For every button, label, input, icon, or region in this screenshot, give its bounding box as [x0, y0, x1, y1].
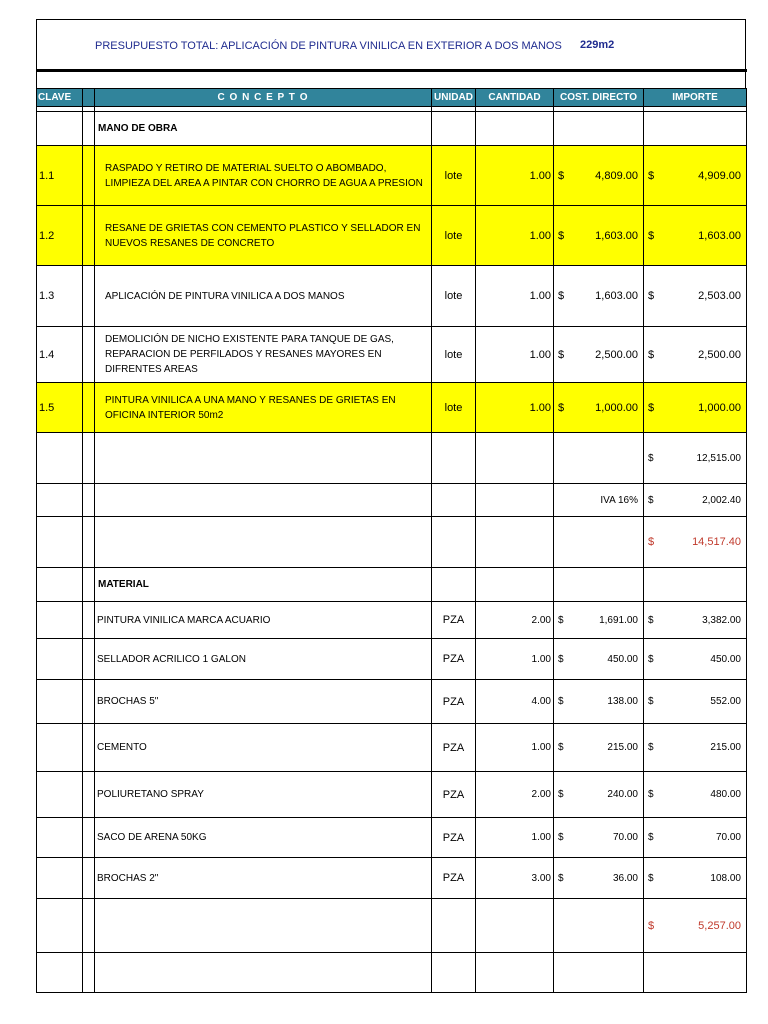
cost-value: 138.00	[607, 696, 638, 707]
currency-sign: $	[648, 169, 655, 182]
amount-cell[interactable]	[644, 818, 747, 858]
clave-cell[interactable]	[37, 724, 83, 772]
iva-row	[37, 484, 747, 517]
subtotal-cell[interactable]	[644, 433, 747, 484]
currency-sign: $	[558, 229, 565, 242]
currency-sign: $	[558, 789, 564, 800]
cost-cell[interactable]	[554, 266, 644, 327]
concept-cell[interactable]: SELLADOR ACRILICO 1 GALON	[95, 639, 432, 680]
cost-cell[interactable]	[554, 383, 644, 433]
unit-cell[interactable]: PZA	[432, 602, 476, 639]
amount-value: 450.00	[710, 653, 741, 665]
currency-sign: $	[648, 832, 654, 843]
section-row	[37, 112, 747, 146]
clave-cell[interactable]: 1.2	[37, 206, 83, 266]
cost-value: 4,809.00	[595, 169, 638, 182]
quantity-cell[interactable]: 1.00	[476, 724, 554, 772]
spacer-cell	[83, 639, 95, 680]
currency-sign: $	[558, 169, 565, 182]
unit-cell[interactable]: lote	[432, 146, 476, 206]
unit-cell[interactable]: PZA	[432, 858, 476, 899]
labor-row	[37, 146, 747, 206]
amount-cell[interactable]	[644, 266, 747, 327]
cost-value: 2,500.00	[595, 348, 638, 361]
concept-cell[interactable]: BROCHAS 5"	[95, 680, 432, 724]
concept-cell[interactable]: RESANE DE GRIETAS CON CEMENTO PLASTICO Y SELLADOR EN NUEVOS RESANES DE CONCRETO	[95, 206, 432, 266]
amount-cell[interactable]	[644, 146, 747, 206]
amount-value: 108.00	[710, 872, 741, 884]
material-total-row	[37, 899, 747, 953]
currency-sign: $	[648, 789, 654, 800]
cost-value: 70.00	[612, 832, 638, 843]
spacer-cell	[83, 383, 95, 433]
currency-sign: $	[648, 401, 655, 414]
concept-cell[interactable]: RASPADO Y RETIRO DE MATERIAL SUELTO O ABOMBADO, LIMPIEZA DEL AREA A PINTAR CON CHORRO DE AGUA A PRESION	[95, 146, 432, 206]
currency-sign: $	[558, 653, 564, 665]
amount-value: 2,500.00	[698, 348, 741, 361]
cost-cell[interactable]	[554, 146, 644, 206]
currency-sign: $	[648, 742, 654, 753]
cost-value: 1,691.00	[599, 614, 638, 626]
concept-cell[interactable]: APLICACIÓN DE PINTURA VINILICA A DOS MANOS	[95, 266, 432, 327]
iva-label: IVA 16%	[554, 484, 644, 517]
unit-cell[interactable]: lote	[432, 327, 476, 383]
cost-value: 1,603.00	[595, 229, 638, 242]
clave-cell[interactable]: 1.3	[37, 266, 83, 327]
labor-row	[37, 266, 747, 327]
budget-title: PRESUPUESTO TOTAL: APLICACIÓN DE PINTURA VINILICA EN EXTERIOR A DOS MANOS	[95, 40, 562, 52]
unit-cell[interactable]: PZA	[432, 724, 476, 772]
amount-value: 3,382.00	[702, 614, 741, 626]
col-importe[interactable]: IMPORTE	[644, 89, 747, 107]
quantity-cell[interactable]: 2.00	[476, 602, 554, 639]
amount-value: 552.00	[710, 696, 741, 707]
spacer-cell	[83, 266, 95, 327]
unit-cell[interactable]: PZA	[432, 680, 476, 724]
material-row	[37, 602, 747, 639]
cost-value: 1,000.00	[595, 401, 638, 414]
cost-cell[interactable]	[554, 680, 644, 724]
amount-cell[interactable]	[644, 602, 747, 639]
col-unidad[interactable]: UNIDAD	[432, 89, 476, 107]
concept-cell[interactable]: DEMOLICIÓN DE NICHO EXISTENTE PARA TANQUE DE GAS, REPARACION DE PERFILADOS Y RESANES MAYORES EN DIFRENTES AREAS	[95, 327, 432, 383]
amount-value: 1,000.00	[698, 401, 741, 414]
currency-sign: $	[648, 290, 655, 302]
concept-cell[interactable]: PINTURA VINILICA A UNA MANO Y RESANES DE GRIETAS EN OFICINA INTERIOR 50m2	[95, 383, 432, 433]
labor-row	[37, 327, 747, 383]
currency-sign: $	[558, 872, 564, 884]
amount-value: 70.00	[715, 832, 741, 843]
currency-sign: $	[558, 696, 564, 707]
unit-cell[interactable]: PZA	[432, 772, 476, 818]
concept-cell[interactable]: POLIURETANO SPRAY	[95, 772, 432, 818]
labor-section-title: MANO DE OBRA	[95, 112, 432, 146]
spacer-cell	[83, 858, 95, 899]
amount-cell[interactable]	[644, 639, 747, 680]
title-box	[36, 19, 746, 69]
currency-sign: $	[648, 229, 655, 242]
quantity-cell[interactable]: 1.00	[476, 266, 554, 327]
cost-cell[interactable]	[554, 724, 644, 772]
concept-cell[interactable]: BROCHAS 2"	[95, 858, 432, 899]
spacer-cell	[83, 327, 95, 383]
clave-cell[interactable]	[37, 772, 83, 818]
clave-cell[interactable]: 1.1	[37, 146, 83, 206]
clave-cell[interactable]	[37, 602, 83, 639]
cost-cell[interactable]	[554, 206, 644, 266]
currency-sign: $	[558, 742, 564, 753]
currency-sign: $	[648, 919, 655, 932]
blank-strip	[36, 72, 746, 88]
currency-sign: $	[558, 614, 564, 626]
labor-total-row	[37, 517, 747, 568]
currency-sign: $	[648, 348, 655, 361]
cost-cell[interactable]	[554, 602, 644, 639]
spacer-cell	[83, 206, 95, 266]
clave-cell[interactable]	[37, 639, 83, 680]
quantity-cell[interactable]: 1.00	[476, 383, 554, 433]
labor-rows	[37, 146, 747, 433]
amount-cell[interactable]	[644, 772, 747, 818]
section-row	[37, 568, 747, 602]
unit-cell[interactable]: PZA	[432, 639, 476, 680]
concept-cell[interactable]: PINTURA VINILICA MARCA ACUARIO	[95, 602, 432, 639]
currency-sign: $	[648, 494, 654, 506]
budget-area: 229m2	[580, 39, 615, 51]
spacer-cell	[83, 724, 95, 772]
col-clave[interactable]: CLAVE	[37, 89, 83, 107]
amount-cell[interactable]	[644, 206, 747, 266]
cost-cell[interactable]	[554, 772, 644, 818]
material-row	[37, 818, 747, 858]
currency-sign: $	[558, 832, 564, 843]
currency-sign: $	[648, 872, 654, 884]
cost-value: 215.00	[607, 742, 638, 753]
clave-cell[interactable]	[37, 818, 83, 858]
quantity-cell[interactable]: 1.00	[476, 146, 554, 206]
material-row	[37, 639, 747, 680]
material-total-value: 5,257.00	[698, 919, 741, 932]
spacer-cell	[83, 818, 95, 858]
empty-row	[37, 953, 747, 993]
currency-sign: $	[648, 452, 654, 464]
spacer-cell	[83, 680, 95, 724]
subtotal-value: 12,515.00	[696, 452, 741, 464]
currency-sign: $	[558, 290, 565, 302]
cost-value: 450.00	[607, 653, 638, 665]
spacer-cell	[83, 602, 95, 639]
clave-cell[interactable]: 1.5	[37, 383, 83, 433]
material-row	[37, 772, 747, 818]
currency-sign: $	[558, 401, 565, 414]
unit-cell[interactable]: lote	[432, 266, 476, 327]
cost-cell[interactable]	[554, 858, 644, 899]
currency-sign: $	[558, 348, 565, 361]
unit-cell[interactable]: lote	[432, 206, 476, 266]
unit-cell[interactable]: lote	[432, 383, 476, 433]
amount-cell[interactable]	[644, 858, 747, 899]
material-total-cell[interactable]	[644, 899, 747, 953]
material-rows	[37, 602, 747, 899]
budget-grid	[36, 88, 747, 993]
currency-sign: $	[648, 653, 654, 665]
iva-value: 2,002.40	[702, 494, 741, 506]
amount-value: 480.00	[710, 789, 741, 800]
col-concepto[interactable]: C O N C E P T O	[95, 89, 432, 107]
quantity-cell[interactable]: 2.00	[476, 772, 554, 818]
col-costo[interactable]: COST. DIRECTO	[554, 89, 644, 107]
currency-sign: $	[648, 536, 655, 548]
quantity-cell[interactable]: 3.00	[476, 858, 554, 899]
cost-value: 1,603.00	[595, 290, 638, 302]
amount-value: 2,503.00	[698, 290, 741, 302]
spacer-cell	[83, 772, 95, 818]
col-spacer	[83, 89, 95, 107]
amount-cell[interactable]	[644, 680, 747, 724]
clave-cell[interactable]	[37, 680, 83, 724]
clave-cell[interactable]	[37, 858, 83, 899]
amount-value: 1,603.00	[698, 229, 741, 242]
quantity-cell[interactable]: 4.00	[476, 680, 554, 724]
subtotal-row	[37, 433, 747, 484]
quantity-cell[interactable]: 1.00	[476, 639, 554, 680]
cost-cell[interactable]	[554, 639, 644, 680]
cost-value: 240.00	[607, 789, 638, 800]
cost-value: 36.00	[612, 872, 638, 884]
column-header-row	[37, 89, 747, 107]
quantity-cell[interactable]: 1.00	[476, 206, 554, 266]
iva-cell[interactable]	[644, 484, 747, 517]
concept-cell[interactable]: CEMENTO	[95, 724, 432, 772]
clave-cell[interactable]: 1.4	[37, 327, 83, 383]
material-row	[37, 724, 747, 772]
cost-cell[interactable]	[554, 327, 644, 383]
currency-sign: $	[648, 696, 654, 707]
labor-row	[37, 206, 747, 266]
col-cantidad[interactable]: CANTIDAD	[476, 89, 554, 107]
cost-cell[interactable]	[554, 818, 644, 858]
labor-row	[37, 383, 747, 433]
material-row	[37, 680, 747, 724]
material-row	[37, 858, 747, 899]
amount-cell[interactable]	[644, 724, 747, 772]
labor-total-cell[interactable]	[644, 517, 747, 568]
quantity-cell[interactable]: 1.00	[476, 818, 554, 858]
concept-cell[interactable]: SACO DE ARENA 50KG	[95, 818, 432, 858]
currency-sign: $	[648, 614, 654, 626]
quantity-cell[interactable]: 1.00	[476, 327, 554, 383]
amount-value: 4,909.00	[698, 169, 741, 182]
budget-table	[36, 88, 747, 993]
spacer-cell	[83, 146, 95, 206]
labor-total-value: 14,517.40	[692, 536, 741, 548]
amount-value: 215.00	[710, 742, 741, 753]
amount-cell[interactable]	[644, 327, 747, 383]
amount-cell[interactable]	[644, 383, 747, 433]
material-section-title: MATERIAL	[95, 568, 432, 602]
unit-cell[interactable]: PZA	[432, 818, 476, 858]
